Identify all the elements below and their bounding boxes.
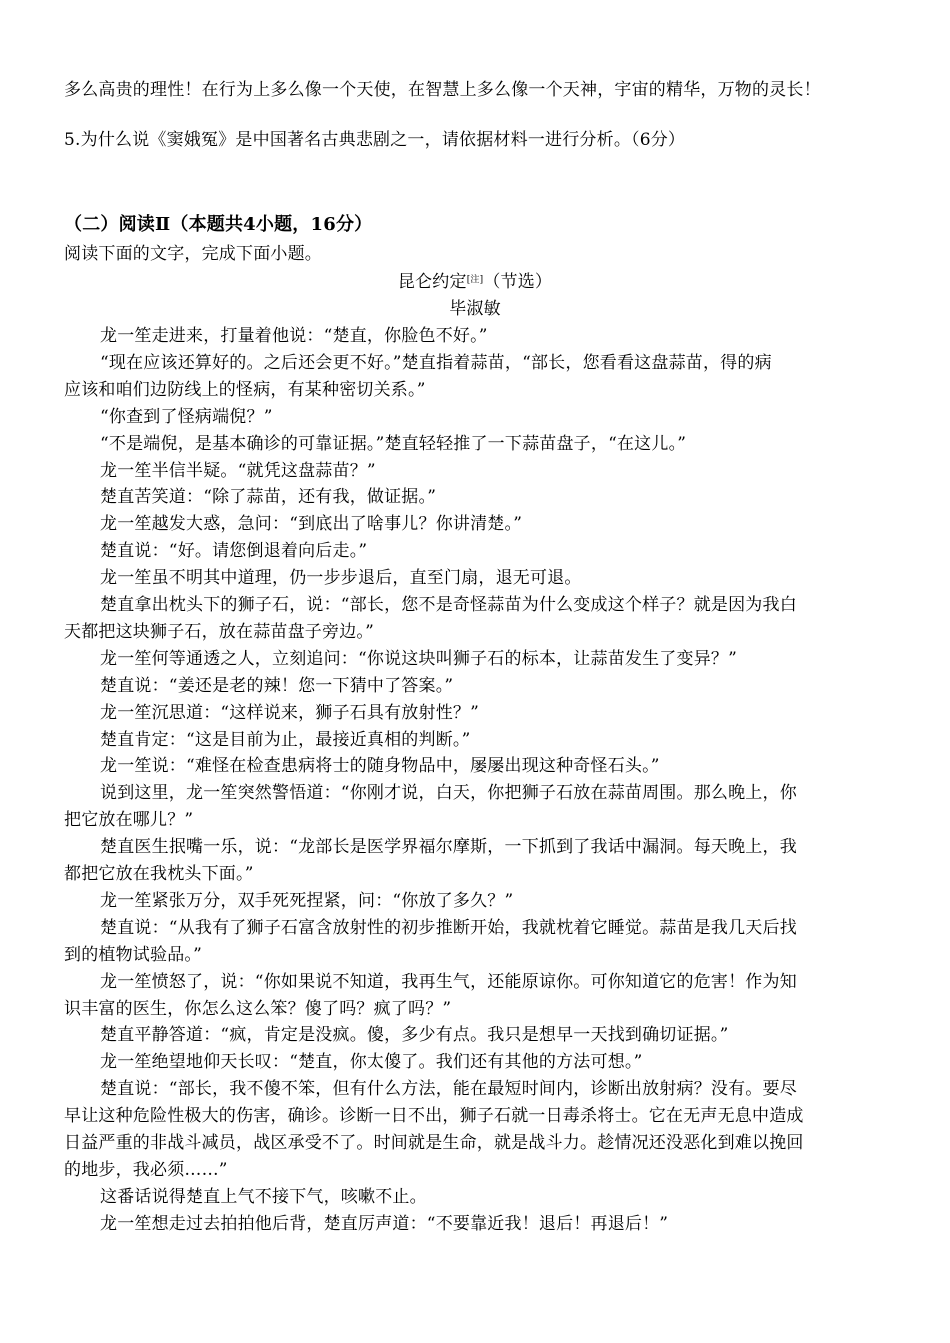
body-line: 龙一笙半信半疑。“就凭这盘蒜苗？” (100, 460, 376, 481)
body-line: 天都把这块狮子石，放在蒜苗盘子旁边。” (64, 621, 374, 642)
prev-tail-line: 多么高贵的理性！在行为上多么像一个天使，在智慧上多么像一个天神，宇宙的精华，万物的灵长！ (64, 80, 821, 100)
body-line: 龙一笙何等通透之人，立刻追问：“你说这块叫狮子石的标本，让蒜苗发生了变异？” (100, 648, 737, 669)
section-heading: （二）阅读Ⅱ（本题共4小题，16分） (64, 214, 373, 235)
body-line: 楚直苦笑道：“除了蒜苗，还有我，做证据。” (100, 487, 437, 508)
body-line: 楚直拿出枕头下的狮子石，说：“部长，您不是奇怪蒜苗为什么变成这个样子？就是因为我白 (100, 595, 797, 615)
article-title-text: 昆仑约定 (397, 272, 467, 292)
section-instruction: 阅读下面的文字，完成下面小题。 (64, 244, 322, 264)
body-line: 楚直说：“部长，我不傻不笨，但有什么方法，能在最短时间内，诊断出放射病？没有。要尽 (100, 1079, 797, 1100)
body-line: 龙一笙绝望地仰天长叹：“楚直，你太傻了。我们还有其他的方法可想。” (100, 1052, 643, 1073)
body-line: 龙一笙虽不明其中道理，仍一步步退后，直至门扇，退无可退。 (100, 568, 582, 589)
title-note-mark: [注] (466, 275, 484, 285)
body-line: 识丰富的医生，你怎么这么笨？傻了吗？疯了吗？” (64, 998, 452, 1019)
body-line: 龙一笙愤怒了，说：“你如果说不知道，我再生气，还能原谅你。可你知道它的危害！作为知 (100, 971, 797, 992)
body-line: 龙一笙说：“难怪在检查患病将士的随身物品中，屡屡出现这种奇怪石头。” (100, 756, 660, 777)
body-line: 楚直肯定：“这是目前为止，最接近真相的判断。” (100, 729, 471, 750)
body-line: 龙一笙沉思道：“这样说来，狮子石具有放射性？” (100, 702, 479, 723)
body-line: 说到这里，龙一笙突然警悟道：“你刚才说，白天，你把狮子石放在蒜苗周围。那么晚上，你 (100, 783, 797, 804)
body-line: 楚直平静答道：“疯，肯定是没疯。傻，多少有点。我只是想早一天找到确切证据。” (100, 1025, 729, 1046)
body-line: 早让这种危险性极大的伤害，确诊。诊断一日不出，狮子石就一日毒杀将士。它在无声无息中造成 (64, 1106, 804, 1127)
body-line: 都把它放在我枕头下面。” (64, 864, 254, 884)
body-line: 把它放在哪儿？” (64, 810, 194, 831)
body-line: 楚直说：“从我有了狮子石富含放射性的初步推断开始，我就枕着它睡觉。蒜苗是我几天后找 (100, 917, 797, 938)
body-line: “现在应该还算好的。之后还会更不好。”楚直指着蒜苗，“部长，您看看这盘蒜苗，得的病 (100, 352, 772, 373)
article-author: 毕淑敏 (449, 299, 501, 319)
body-line: 楚直说：“好。请您倒退着向后走。” (100, 541, 368, 562)
body-line: 楚直说：“姜还是老的辣！您一下猜中了答案。” (100, 675, 454, 696)
body-line: 这番话说得楚直上气不接下气，咳嗽不止。 (100, 1186, 427, 1207)
body-line: 龙一笙想走过去拍拍他后背，楚直厉声道：“不要靠近我！退后！再退后！” (100, 1213, 669, 1234)
article-title-suffix: （节选） (483, 272, 553, 292)
body-line: 龙一笙紧张万分，双手死死捏紧，问：“你放了多久？” (100, 890, 514, 911)
body-line: “你查到了怪病端倪？” (100, 406, 273, 427)
body-line: 龙一笙越发大惑，急问：“到底出了啥事儿？你讲清楚。” (100, 514, 523, 535)
article-title (0, 270, 950, 294)
body-line: 楚直医生抿嘴一乐，说：“龙部长是医学界福尔摩斯，一下抓到了我话中漏洞。每天晚上，我 (100, 837, 797, 858)
body-line: 龙一笙走进来，打量着他说：“楚直，你脸色不好。” (100, 326, 488, 346)
body-line: “不是端倪，是基本确诊的可靠证据。”楚直轻轻推了一下蒜苗盘子，“在这儿。” (100, 433, 687, 454)
body-line: 应该和咱们边防线上的怪病，有某种密切关系。” (64, 379, 426, 400)
body-line: 日益严重的非战斗减员，战区承受不了。时间就是生命，就是战斗力。趁情况还没恶化到难以挽回 (64, 1133, 804, 1153)
question-5: 5.为什么说《窦娥冤》是中国著名古典悲剧之一，请依据材料一进行分析。（6分） (64, 130, 686, 150)
body-line: 到的植物试验品。” (64, 944, 202, 965)
body-line: 的地步，我必须……” (64, 1159, 228, 1180)
